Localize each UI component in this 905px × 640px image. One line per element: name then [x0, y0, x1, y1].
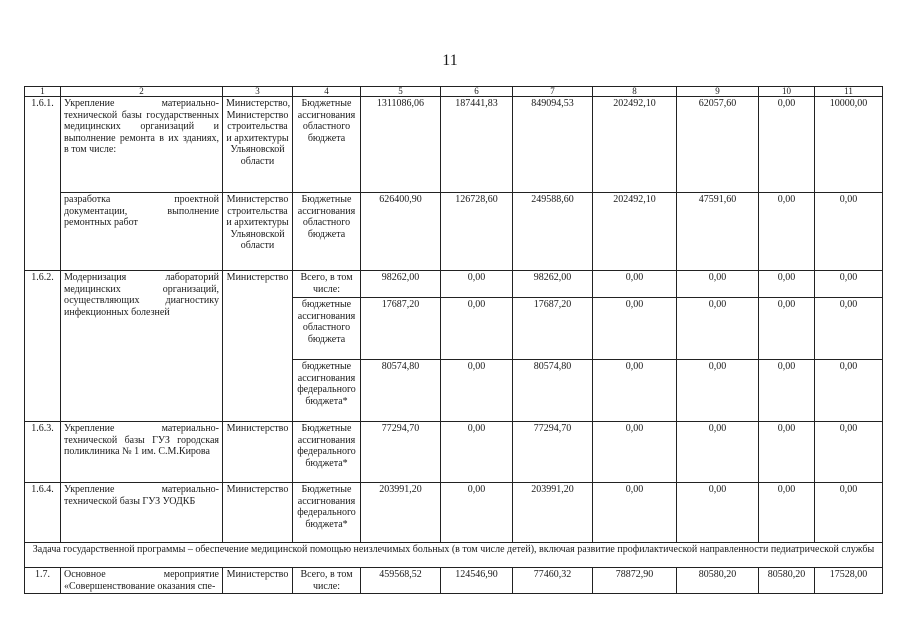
column-number: 3 — [223, 87, 293, 97]
row-number: 1.6.2. — [25, 271, 61, 422]
amount-year: 124546,90 — [441, 568, 513, 594]
executor: Министерство — [223, 483, 293, 543]
amount-year: 0,00 — [759, 193, 815, 271]
amount-year: 0,00 — [815, 271, 883, 298]
amount-total: 459568,52 — [361, 568, 441, 594]
amount-total: 17687,20 — [361, 298, 441, 360]
executor: Министерство строительства и архитектуры Ульяновской области — [223, 193, 293, 271]
activity-description: Укрепление материально-технической базы ГУЗ городская поликлиника № 1 им. С.М.Кирова — [61, 422, 223, 483]
amount-year: 0,00 — [593, 422, 677, 483]
amount-total: 77294,70 — [361, 422, 441, 483]
amount-year: 0,00 — [677, 483, 759, 543]
amount-year: 0,00 — [441, 271, 513, 298]
column-number: 9 — [677, 87, 759, 97]
executor: Министерство — [223, 422, 293, 483]
table-row-1-6-3 — [25, 422, 883, 483]
budget-table — [24, 86, 883, 594]
column-number: 7 — [513, 87, 593, 97]
amount-year: 0,00 — [677, 271, 759, 298]
table-row-1-6-1 — [25, 97, 883, 193]
funding-source: бюджетные ассигнования областного бюджета — [293, 298, 361, 360]
table-row-1-6-2 — [25, 271, 883, 298]
amount-year: 17687,20 — [513, 298, 593, 360]
amount-year: 249588,60 — [513, 193, 593, 271]
amount-year: 126728,60 — [441, 193, 513, 271]
amount-total: 626400,90 — [361, 193, 441, 271]
amount-year: 0,00 — [759, 298, 815, 360]
amount-year: 80580,20 — [677, 568, 759, 594]
column-number-row — [25, 87, 883, 97]
amount-year: 47591,60 — [677, 193, 759, 271]
amount-year: 98262,00 — [513, 271, 593, 298]
amount-year: 0,00 — [815, 298, 883, 360]
executor: Министерство — [223, 568, 293, 594]
funding-source: Бюджетные ассигнования федерального бюджета* — [293, 422, 361, 483]
amount-year: 62057,60 — [677, 97, 759, 193]
row-number: 1.6.3. — [25, 422, 61, 483]
executor: Министерство — [223, 271, 293, 422]
amount-total: 80574,80 — [361, 360, 441, 422]
amount-year: 80574,80 — [513, 360, 593, 422]
amount-total: 203991,20 — [361, 483, 441, 543]
amount-year: 0,00 — [815, 422, 883, 483]
amount-year: 0,00 — [441, 298, 513, 360]
amount-year: 849094,53 — [513, 97, 593, 193]
amount-year: 0,00 — [677, 360, 759, 422]
amount-year: 0,00 — [759, 422, 815, 483]
activity-description: Модернизация лабораторий медицинских организаций, осуществляющих диагностику инфекционных болезней — [61, 271, 223, 422]
task-row — [25, 543, 883, 568]
program-task-heading: Задача государственной программы – обеспечение медицинской помощью неизлечимых больных (в том числе детей), включая развитие профилактической направленности педиатрической службы — [25, 543, 883, 568]
amount-year: 0,00 — [593, 483, 677, 543]
row-number: 1.6.1. — [25, 97, 61, 271]
activity-description: разработка проектной документации, выполнение ремонтных работ — [61, 193, 223, 271]
funding-source: бюджетные ассигнования федерального бюджета* — [293, 360, 361, 422]
column-number: 11 — [815, 87, 883, 97]
amount-year: 78872,90 — [593, 568, 677, 594]
funding-source: Бюджетные ассигнования федерального бюджета* — [293, 483, 361, 543]
amount-year: 0,00 — [759, 483, 815, 543]
amount-year: 0,00 — [593, 271, 677, 298]
amount-year: 17528,00 — [815, 568, 883, 594]
row-number: 1.6.4. — [25, 483, 61, 543]
amount-year: 77294,70 — [513, 422, 593, 483]
amount-total: 98262,00 — [361, 271, 441, 298]
activity-description: Основное мероприятие «Совершенствование оказания спе- — [61, 568, 223, 594]
column-number: 4 — [293, 87, 361, 97]
amount-year: 0,00 — [593, 360, 677, 422]
funding-source: Всего, в том числе: — [293, 271, 361, 298]
amount-total: 1311086,06 — [361, 97, 441, 193]
amount-year: 0,00 — [441, 422, 513, 483]
amount-year: 0,00 — [759, 271, 815, 298]
activity-description: Укрепление материально-технической базы государственных медицинских организаций и выполнение ремонта в их зданиях, в том числе: — [61, 97, 223, 193]
amount-year: 0,00 — [815, 360, 883, 422]
amount-year: 202492,10 — [593, 193, 677, 271]
amount-year: 80580,20 — [759, 568, 815, 594]
table-row-1-6-1-sub — [25, 193, 883, 271]
amount-year: 0,00 — [677, 298, 759, 360]
column-number: 2 — [61, 87, 223, 97]
amount-year: 187441,83 — [441, 97, 513, 193]
amount-year: 77460,32 — [513, 568, 593, 594]
amount-year: 0,00 — [815, 483, 883, 543]
column-number: 10 — [759, 87, 815, 97]
amount-year: 10000,00 — [815, 97, 883, 193]
amount-year: 0,00 — [593, 298, 677, 360]
page-number: 11 — [442, 52, 458, 69]
activity-description: Укрепление материально-технической базы ГУЗ УОДКБ — [61, 483, 223, 543]
funding-source: Бюджетные ассигнования областного бюджета — [293, 193, 361, 271]
funding-source: Всего, в том числе: — [293, 568, 361, 594]
amount-year: 0,00 — [815, 193, 883, 271]
amount-year: 0,00 — [677, 422, 759, 483]
amount-year: 0,00 — [441, 483, 513, 543]
amount-year: 0,00 — [759, 360, 815, 422]
column-number: 5 — [361, 87, 441, 97]
amount-year: 202492,10 — [593, 97, 677, 193]
amount-year: 203991,20 — [513, 483, 593, 543]
amount-year: 0,00 — [759, 97, 815, 193]
column-number: 8 — [593, 87, 677, 97]
funding-source: Бюджетные ассигнования областного бюджета — [293, 97, 361, 193]
table-row-1-7 — [25, 568, 883, 594]
row-number: 1.7. — [25, 568, 61, 594]
amount-year: 0,00 — [441, 360, 513, 422]
column-number: 6 — [441, 87, 513, 97]
table-row-1-6-4 — [25, 483, 883, 543]
executor: Министерство, Министерство строительства и архитектуры Ульяновской области — [223, 97, 293, 193]
column-number: 1 — [25, 87, 61, 97]
